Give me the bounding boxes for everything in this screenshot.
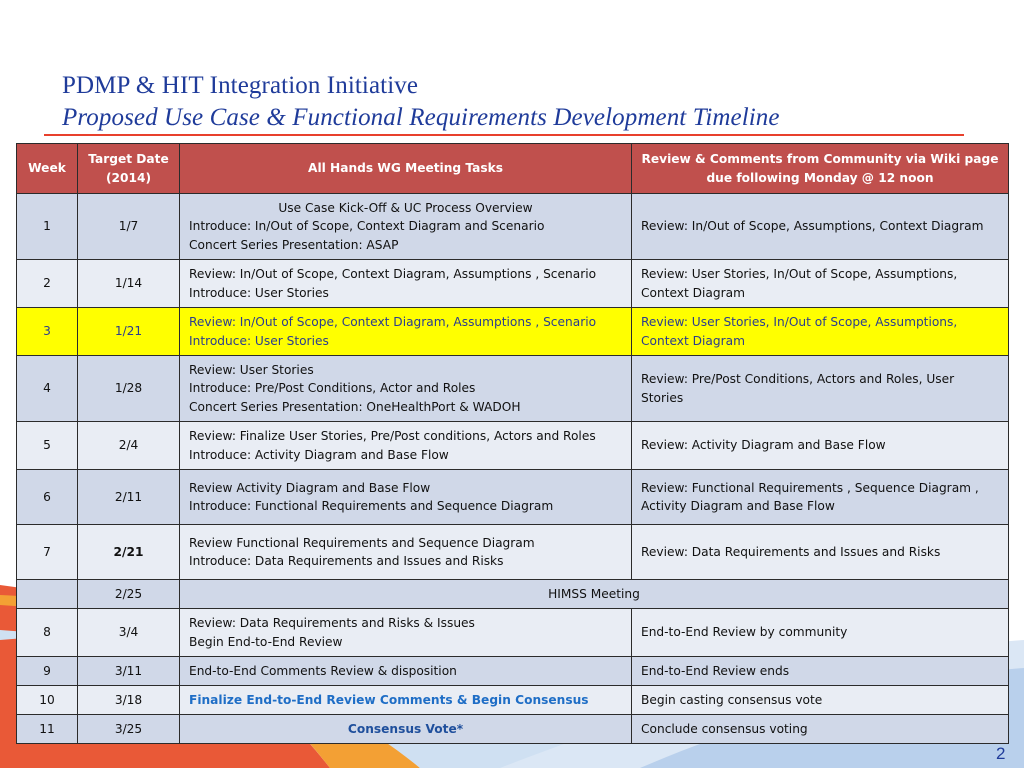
table-row-highlighted — [17, 308, 1009, 356]
date-cell: 3/11 — [78, 657, 180, 686]
date-cell: 2/25 — [78, 580, 180, 609]
task-line: Concert Series Presentation: OneHealthPort & WADOH — [189, 399, 521, 414]
header-target-date: Target Date (2014) — [78, 144, 180, 194]
task-line: Review Activity Diagram and Base Flow — [189, 480, 431, 495]
table-row — [17, 470, 1009, 525]
table-row — [17, 657, 1009, 686]
review-cell: Review: Activity Diagram and Base Flow — [632, 422, 1009, 470]
task-line: Review: Finalize User Stories, Pre/Post conditions, Actors and Roles — [189, 429, 596, 443]
review-cell: Review: Data Requirements and Issues and Risks — [632, 525, 1009, 580]
review-cell: Review: Pre/Post Conditions, Actors and Roles, User Stories — [632, 356, 1009, 422]
week-cell: 1 — [17, 194, 78, 260]
title-line-1: PDMP & HIT Integration Initiative — [62, 72, 419, 99]
task-line: Review: In/Out of Scope, Context Diagram, Assumptions , Scenario — [189, 315, 597, 329]
task-line: Begin End-to-End Review — [189, 634, 343, 649]
title-line-2: Proposed Use Case & Functional Requirements Development Timeline — [62, 104, 780, 131]
week-cell: 8 — [17, 609, 78, 657]
task-line: Review: Data Requirements and Risks & Issues — [189, 616, 475, 630]
date-cell: 3/25 — [78, 715, 180, 744]
date-cell: 2/4 — [78, 422, 180, 470]
tasks-cell: Finalize End-to-End Review Comments & Begin Consensus — [180, 686, 632, 715]
merged-event-cell: HIMSS Meeting — [180, 580, 1009, 609]
week-cell: 5 — [17, 422, 78, 470]
review-cell: Review: In/Out of Scope, Assumptions, Context Diagram — [632, 194, 1009, 260]
table-row — [17, 194, 1009, 260]
review-cell: Begin casting consensus vote — [632, 686, 1009, 715]
review-cell: Review: User Stories, In/Out of Scope, Assumptions, Context Diagram — [632, 308, 1009, 356]
tasks-cell — [180, 422, 632, 470]
task-line: Review Functional Requirements and Sequence Diagram — [189, 535, 535, 550]
week-cell: 4 — [17, 356, 78, 422]
week-cell: 11 — [17, 715, 78, 744]
table-row — [17, 422, 1009, 470]
table-row — [17, 609, 1009, 657]
tasks-cell — [180, 356, 632, 422]
tasks-cell — [180, 470, 632, 525]
title-underline — [44, 134, 964, 136]
table-row — [17, 356, 1009, 422]
tasks-cell — [180, 525, 632, 580]
header-review-comments: Review & Comments from Community via Wiki page due following Monday @ 12 noon — [632, 144, 1009, 194]
review-cell: End-to-End Review by community — [632, 609, 1009, 657]
date-cell: 1/7 — [78, 194, 180, 260]
review-cell: End-to-End Review ends — [632, 657, 1009, 686]
task-line: Review: User Stories — [189, 362, 314, 377]
week-cell: 10 — [17, 686, 78, 715]
week-cell: 7 — [17, 525, 78, 580]
task-line: Introduce: Functional Requirements and Sequence Diagram — [189, 499, 554, 513]
page-number: 2 — [996, 744, 1006, 763]
task-line: Introduce: In/Out of Scope, Context Diagram and Scenario — [189, 219, 545, 234]
table-row — [17, 686, 1009, 715]
review-cell: Review: User Stories, In/Out of Scope, Assumptions, Context Diagram — [632, 260, 1009, 308]
tasks-cell: Consensus Vote* — [180, 715, 632, 744]
table-row — [17, 580, 1009, 609]
task-line: Review: In/Out of Scope, Context Diagram, Assumptions , Scenario — [189, 267, 597, 281]
week-cell: 3 — [17, 308, 78, 356]
date-cell: 3/18 — [78, 686, 180, 715]
header-row — [17, 144, 1009, 194]
date-cell: 2/11 — [78, 470, 180, 525]
table-row — [17, 715, 1009, 744]
timeline-table — [16, 143, 1009, 744]
task-line: Introduce: Activity Diagram and Base Flow — [189, 447, 449, 462]
date-cell: 1/28 — [78, 356, 180, 422]
task-line: Introduce: Pre/Post Conditions, Actor and Roles — [189, 381, 476, 396]
tasks-cell: End-to-End Comments Review & disposition — [180, 657, 632, 686]
tasks-cell — [180, 609, 632, 657]
date-cell: 3/4 — [78, 609, 180, 657]
week-cell: 9 — [17, 657, 78, 686]
tasks-cell — [180, 194, 632, 260]
task-line: Introduce: User Stories — [189, 333, 329, 348]
task-line: Introduce: User Stories — [189, 285, 329, 300]
slide-title — [62, 70, 780, 134]
table-row — [17, 525, 1009, 580]
task-line: Use Case Kick-Off & UC Process Overview — [278, 200, 533, 215]
date-cell: 1/21 — [78, 308, 180, 356]
header-wg-tasks: All Hands WG Meeting Tasks — [180, 144, 632, 194]
tasks-cell — [180, 308, 632, 356]
week-cell: 6 — [17, 470, 78, 525]
tasks-cell — [180, 260, 632, 308]
review-cell: Review: Functional Requirements , Sequence Diagram , Activity Diagram and Base Flow — [632, 470, 1009, 525]
task-line: Concert Series Presentation: ASAP — [189, 237, 399, 252]
header-week: Week — [17, 144, 78, 194]
week-cell: 2 — [17, 260, 78, 308]
table-row — [17, 260, 1009, 308]
review-cell: Conclude consensus voting — [632, 715, 1009, 744]
week-cell — [17, 580, 78, 609]
date-cell: 2/21 — [78, 525, 180, 580]
task-line: Introduce: Data Requirements and Issues and Risks — [189, 554, 504, 568]
date-cell: 1/14 — [78, 260, 180, 308]
